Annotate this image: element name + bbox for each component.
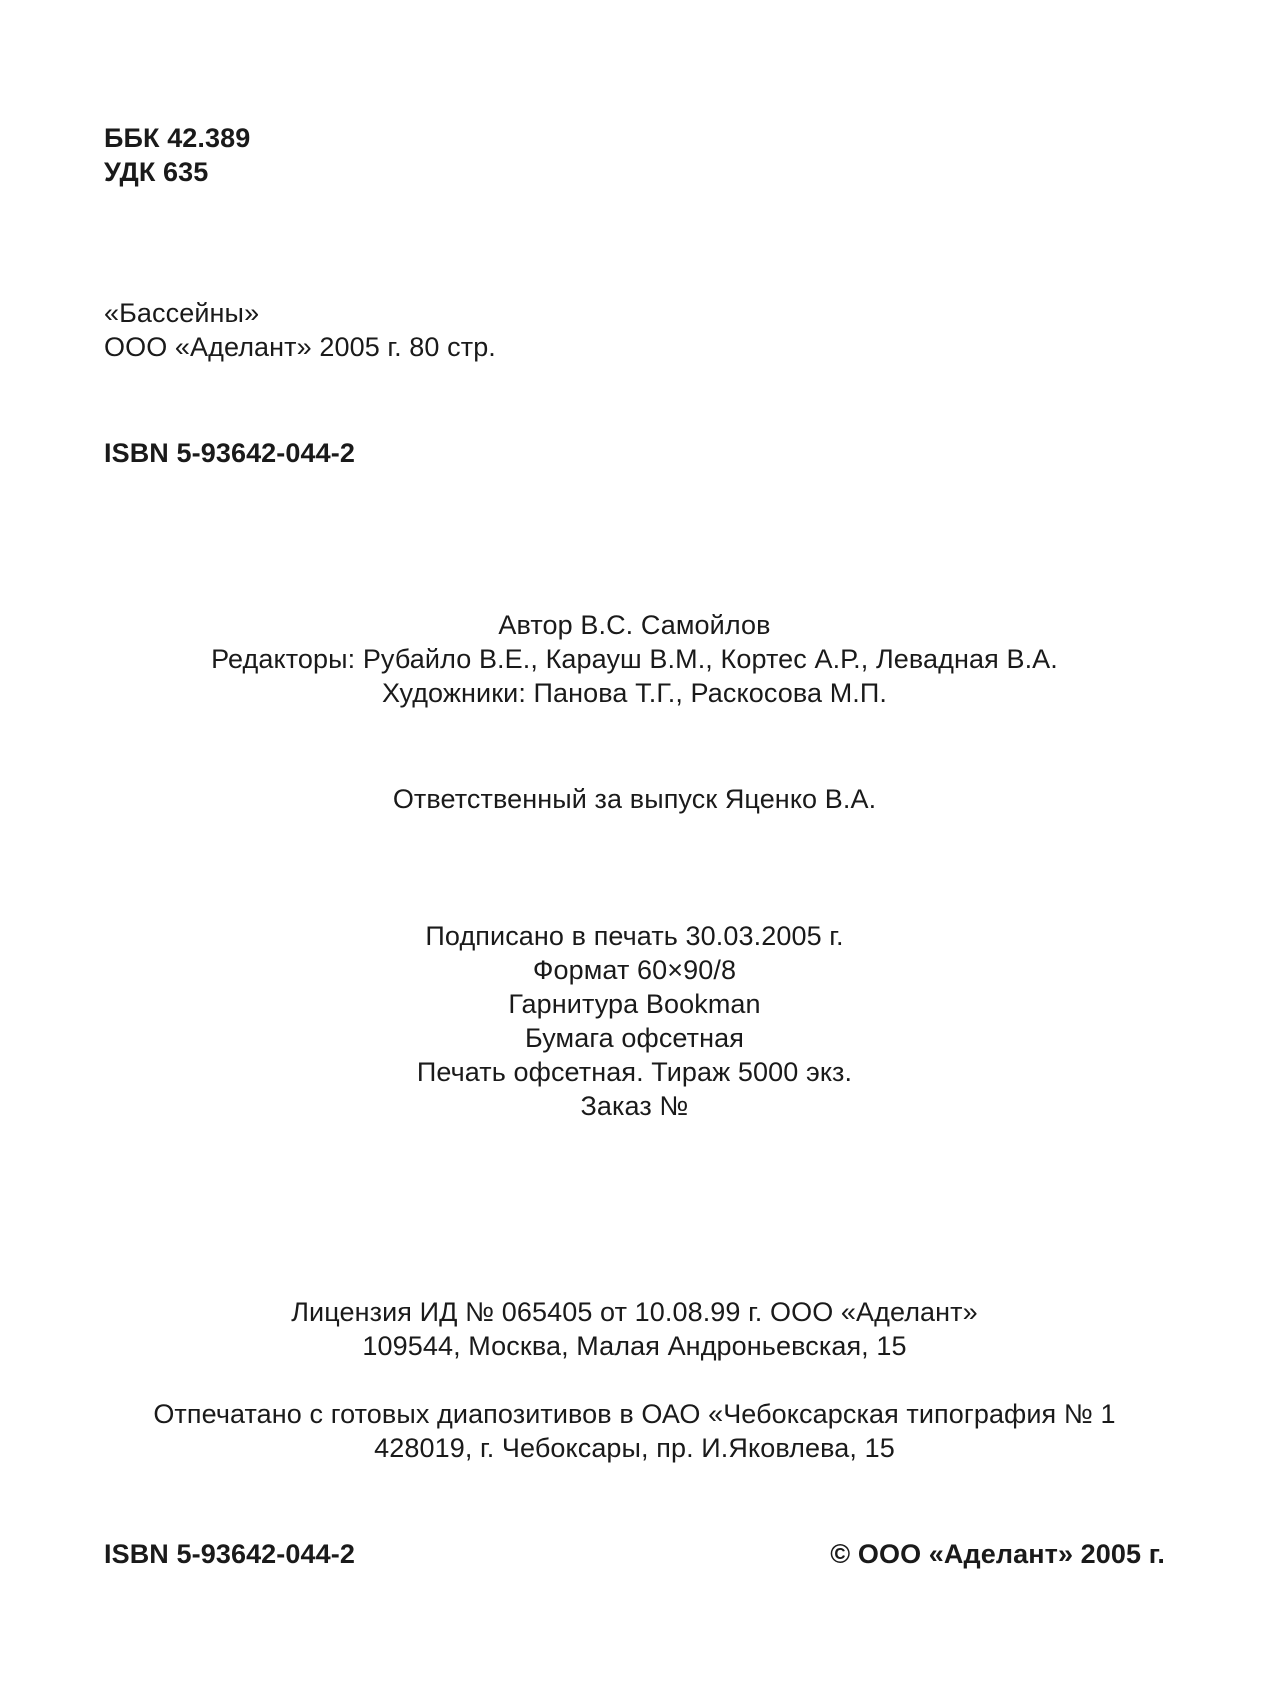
printer-line: Отпечатано с готовых диапозитивов в ОАО «Чебоксарская типография № 1 bbox=[153, 1399, 1116, 1429]
udk-code: УДК 635 bbox=[104, 157, 209, 187]
artists-line: Художники: Панова Т.Г., Раскосова М.П. bbox=[381, 678, 887, 708]
isbn-footer: ISBN 5-93642-044-2 bbox=[104, 1539, 355, 1569]
book-title: «Бассейны» bbox=[104, 298, 260, 328]
author-line: Автор В.С. Самойлов bbox=[498, 610, 771, 640]
printer-address: 428019, г. Чебоксары, пр. И.Яковлева, 15 bbox=[374, 1433, 895, 1463]
format-line: Формат 60×90/8 bbox=[532, 955, 737, 985]
typeface-line: Гарнитура Bookman bbox=[508, 989, 761, 1019]
isbn-top: ISBN 5-93642-044-2 bbox=[104, 438, 355, 468]
copyright-notice: © ООО «Аделант» 2005 г. bbox=[830, 1539, 1165, 1569]
publisher-line: ООО «Аделант» 2005 г. 80 стр. bbox=[104, 332, 496, 362]
responsible-line: Ответственный за выпуск Яценко В.А. bbox=[392, 784, 877, 814]
print-run-line: Печать офсетная. Тираж 5000 экз. bbox=[416, 1057, 853, 1087]
order-line: Заказ № bbox=[580, 1091, 689, 1121]
editors-line: Редакторы: Рубайло В.Е., Карауш В.М., Кортес А.Р., Левадная В.А. bbox=[211, 644, 1058, 674]
license-address: 109544, Москва, Малая Андроньевская, 15 bbox=[362, 1331, 907, 1361]
signed-to-print: Подписано в печать 30.03.2005 г. bbox=[425, 921, 844, 951]
bbk-code: ББК 42.389 bbox=[104, 123, 251, 153]
paper-line: Бумага офсетная bbox=[525, 1023, 744, 1053]
license-line: Лицензия ИД № 065405 от 10.08.99 г. ООО «Аделант» bbox=[291, 1297, 978, 1327]
